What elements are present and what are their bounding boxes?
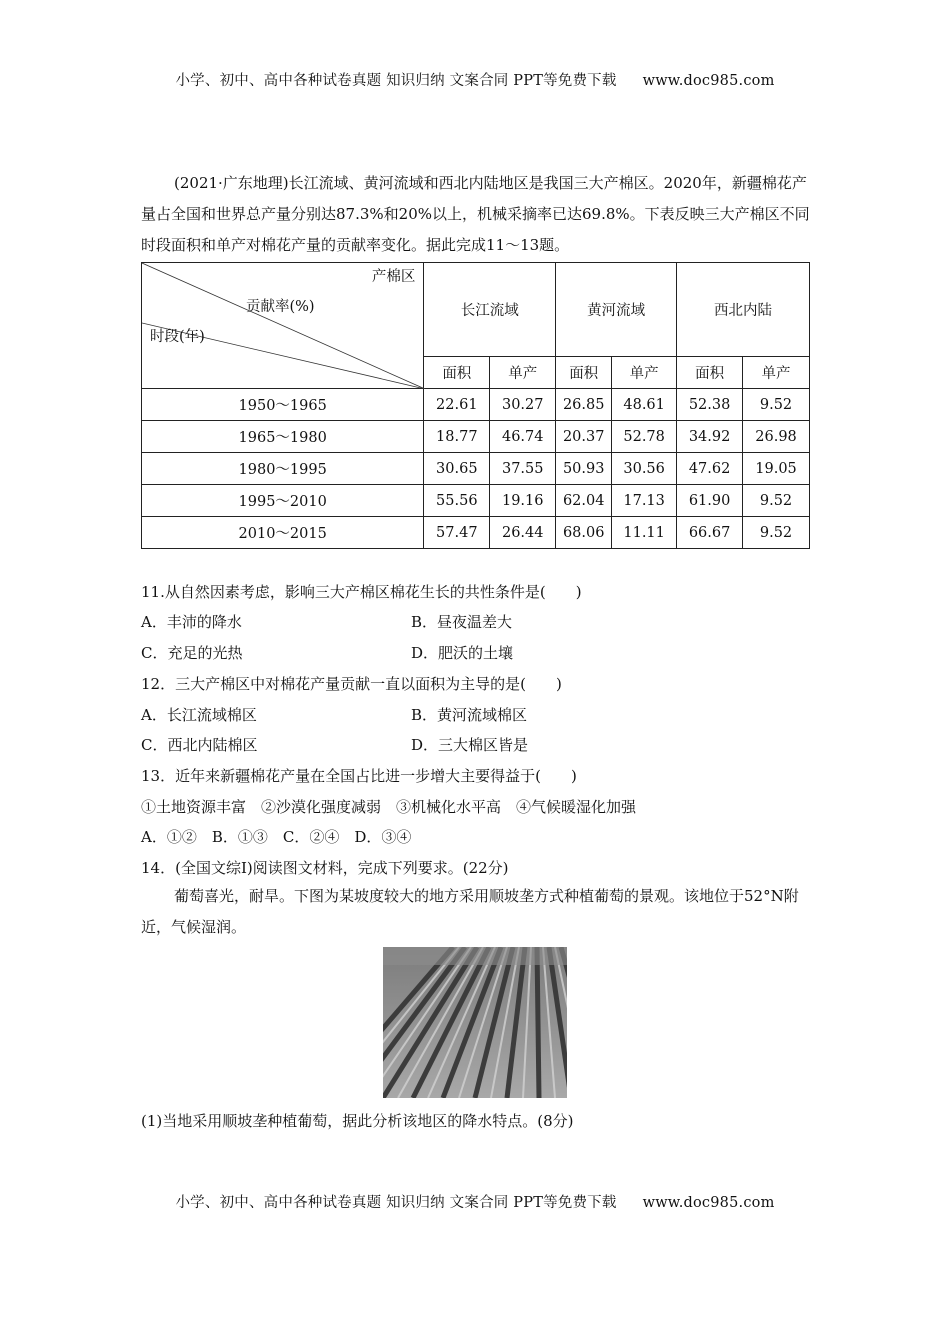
option-a[interactable]: A．长江流域棉区: [141, 706, 257, 724]
value-cell: 26.85: [556, 389, 612, 421]
value-cell: 52.78: [612, 421, 677, 453]
page-header: [0, 69, 950, 90]
question-13-items: ①土地资源丰富 ②沙漠化强度减弱 ③机械化水平高 ④气候暖湿化加强: [141, 798, 637, 816]
header-url[interactable]: www.doc985.com: [642, 73, 775, 89]
table-row: [142, 421, 810, 453]
question-14-material: 葡萄喜光，耐旱。下图为某坡度较大的地方采用顺坡垄方式种植葡萄的景观。该地位于52°N附近，气候湿润。: [141, 887, 799, 936]
value-cell: 66.67: [677, 517, 743, 549]
subheader-cell: 单产: [743, 357, 810, 389]
region-header: 黄河流域: [556, 263, 677, 357]
question-13-options[interactable]: A．①② B．①③ C．②④ D．③④: [141, 828, 412, 846]
vineyard-photo: [383, 947, 567, 1098]
value-cell: 61.90: [677, 485, 743, 517]
corner-period-label: 时段(年): [150, 329, 205, 345]
cotton-contribution-table: [141, 262, 810, 549]
footer-text: 小学、初中、高中各种试卷真题 知识归纳 文案合同 PPT等免费下载: [175, 1195, 617, 1211]
value-cell: 30.65: [424, 453, 490, 485]
value-cell: 9.52: [743, 517, 810, 549]
page-footer: [0, 1191, 950, 1212]
intro-paragraph: (2021·广东地理)长江流域、黄河流域和西北内陆地区是我国三大产棉区。2020年，新疆棉花产量占全国和世界总产量分别达87.3%和20%以上，机械采摘率已达69.8%。下表反映三大产棉区不同时段面积和单产对棉花产量的贡献率变化。据此完成11～13题。: [141, 174, 810, 254]
period-cell: 1950～1965: [142, 389, 424, 421]
question-14-stem: 14．(全国文综Ⅰ)阅读图文材料，完成下列要求。(22分): [141, 859, 509, 877]
question-11-stem: 11.从自然因素考虑，影响三大产棉区棉花生长的共性条件是( ): [141, 583, 582, 601]
option-c[interactable]: C．西北内陆棉区: [141, 736, 258, 754]
value-cell: 17.13: [612, 485, 677, 517]
table-corner-header: [142, 263, 424, 389]
option-b[interactable]: B．黄河流域棉区: [411, 706, 528, 724]
subheader-cell: 面积: [556, 357, 612, 389]
period-cell: 2010～2015: [142, 517, 424, 549]
option-a[interactable]: A．丰沛的降水: [141, 613, 242, 631]
table-row: [142, 485, 810, 517]
corner-region-label: 产棉区: [371, 269, 416, 285]
value-cell: 26.98: [743, 421, 810, 453]
table-row: [142, 517, 810, 549]
period-cell: 1995～2010: [142, 485, 424, 517]
value-cell: 50.93: [556, 453, 612, 485]
corner-rate-label: 贡献率(%): [246, 299, 315, 315]
value-cell: 20.37: [556, 421, 612, 453]
value-cell: 68.06: [556, 517, 612, 549]
value-cell: 52.38: [677, 389, 743, 421]
header-text: 小学、初中、高中各种试卷真题 知识归纳 文案合同 PPT等免费下载: [175, 73, 617, 89]
value-cell: 47.62: [677, 453, 743, 485]
option-c[interactable]: C．充足的光热: [141, 644, 243, 662]
subheader-cell: 面积: [677, 357, 743, 389]
value-cell: 19.16: [490, 485, 556, 517]
value-cell: 34.92: [677, 421, 743, 453]
value-cell: 22.61: [424, 389, 490, 421]
question-13-stem: 13．近年来新疆棉花产量在全国占比进一步增大主要得益于( ): [141, 767, 577, 785]
value-cell: 55.56: [424, 485, 490, 517]
region-header: 西北内陆: [677, 263, 810, 357]
value-cell: 57.47: [424, 517, 490, 549]
region-header: 长江流域: [424, 263, 556, 357]
table-row: [142, 453, 810, 485]
footer-url[interactable]: www.doc985.com: [642, 1195, 775, 1211]
value-cell: 9.52: [743, 485, 810, 517]
period-cell: 1965～1980: [142, 421, 424, 453]
value-cell: 62.04: [556, 485, 612, 517]
value-cell: 9.52: [743, 389, 810, 421]
value-cell: 46.74: [490, 421, 556, 453]
table-row: [142, 389, 810, 421]
vineyard-rows-image: [383, 947, 567, 1098]
value-cell: 26.44: [490, 517, 556, 549]
subheader-cell: 单产: [612, 357, 677, 389]
option-d[interactable]: D．三大棉区皆是: [411, 736, 529, 754]
period-cell: 1980～1995: [142, 453, 424, 485]
value-cell: 30.56: [612, 453, 677, 485]
question-12-stem: 12．三大产棉区中对棉花产量贡献一直以面积为主导的是( ): [141, 675, 562, 693]
value-cell: 11.11: [612, 517, 677, 549]
value-cell: 18.77: [424, 421, 490, 453]
subheader-cell: 单产: [490, 357, 556, 389]
option-d[interactable]: D．肥沃的土壤: [411, 644, 514, 662]
value-cell: 48.61: [612, 389, 677, 421]
value-cell: 19.05: [743, 453, 810, 485]
question-14-sub1: (1)当地采用顺坡垄种植葡萄，据此分析该地区的降水特点。(8分): [141, 1112, 574, 1130]
option-b[interactable]: B．昼夜温差大: [411, 613, 513, 631]
subheader-cell: 面积: [424, 357, 490, 389]
value-cell: 30.27: [490, 389, 556, 421]
value-cell: 37.55: [490, 453, 556, 485]
